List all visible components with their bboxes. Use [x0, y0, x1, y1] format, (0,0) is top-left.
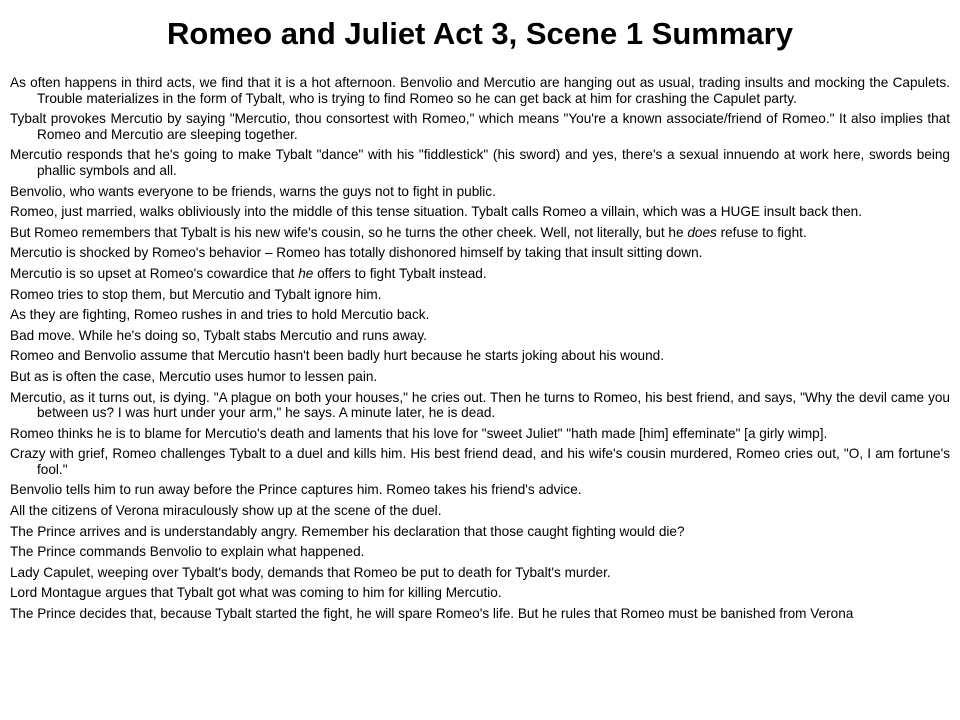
page-title: Romeo and Juliet Act 3, Scene 1 Summary	[167, 16, 793, 51]
summary-list	[10, 75, 950, 627]
list-item	[10, 225, 950, 241]
list-item	[10, 426, 950, 442]
list-item	[10, 245, 950, 261]
paragraph-text: Bad move. While he's doing so, Tybalt stabs Mercutio and runs away.	[10, 327, 427, 343]
list-item	[10, 75, 950, 106]
paragraph-emphasis: does	[687, 224, 717, 240]
paragraph-text: The Prince arrives and is understandably angry. Remember his declaration that those caught fighting would die?	[10, 523, 685, 539]
list-item	[10, 287, 950, 303]
paragraph-text-after: refuse to fight.	[716, 224, 807, 240]
paragraph-text: As they are fighting, Romeo rushes in and tries to hold Mercutio back.	[10, 307, 430, 323]
list-item	[10, 147, 950, 178]
list-item	[10, 390, 950, 421]
paragraph-text: Romeo thinks he is to blame for Mercutio's death and laments that his love for "sweet Juliet" "hath made [him] effeminate" [a girly wimp].	[10, 425, 828, 441]
paragraph-text: The Prince commands Benvolio to explain what happened.	[10, 544, 365, 560]
paragraph-text: Tybalt provokes Mercutio by saying "Mercutio, thou consortest with Romeo," which means "You're a known associate/friend of Romeo." It also implies that Romeo and Mercutio are sleeping together.	[10, 111, 950, 142]
paragraph-text: Romeo tries to stop them, but Mercutio and Tybalt ignore him.	[10, 286, 382, 302]
paragraph-text: As often happens in third acts, we find that it is a hot afternoon. Benvolio and Mercutio are hanging out as usual, trading insults and mocking the Capulets. Trouble materializes in the form of Tybalt, who is trying to find Romeo so he can get back at him for crashing the Capulet party.	[10, 75, 950, 106]
paragraph-text: All the citizens of Verona miraculously show up at the scene of the duel.	[10, 503, 442, 519]
paragraph-emphasis: he	[298, 265, 314, 281]
paragraph-text-before: But Romeo remembers that Tybalt is his new wife's cousin, so he turns the other cheek. Well, not literally, but he	[10, 224, 688, 240]
paragraph-text: Romeo and Benvolio assume that Mercutio hasn't been badly hurt because he starts joking about his wound.	[10, 348, 664, 364]
list-item	[10, 524, 950, 540]
list-item	[10, 606, 950, 622]
list-item	[10, 204, 950, 220]
list-item	[10, 503, 950, 519]
list-item	[10, 446, 950, 477]
list-item	[10, 482, 950, 498]
list-item	[10, 369, 950, 385]
list-item	[10, 266, 950, 282]
paragraph-text: Romeo, just married, walks obliviously into the middle of this tense situation. Tybalt calls Romeo a villain, which was a HUGE insult back then.	[10, 204, 863, 220]
paragraph-text: Crazy with grief, Romeo challenges Tybalt to a duel and kills him. His best friend dead, and his wife's cousin murdered, Romeo cries out, "O, I am fortune's fool."	[10, 446, 950, 477]
list-item	[10, 307, 950, 323]
list-item	[10, 328, 950, 344]
paragraph-text: Mercutio is shocked by Romeo's behavior – Romeo has totally dishonored himself by taking that insult sitting down.	[10, 245, 703, 261]
paragraph-text: Benvolio tells him to run away before the Prince captures him. Romeo takes his friend's advice.	[10, 482, 582, 498]
list-item	[10, 585, 950, 601]
paragraph-text-before: Mercutio is so upset at Romeo's cowardice that	[10, 265, 299, 281]
paragraph-text: Lady Capulet, weeping over Tybalt's body, demands that Romeo be put to death for Tybalt's murder.	[10, 564, 611, 580]
list-item	[10, 544, 950, 560]
paragraph-text: Mercutio responds that he's going to make Tybalt "dance" with his "fiddlestick" (his sword) and yes, there's a sexual innuendo at work here, swords being phallic symbols and all.	[10, 147, 950, 178]
list-item	[10, 348, 950, 364]
list-item	[10, 565, 950, 581]
paragraph-text: Lord Montague argues that Tybalt got what was coming to him for killing Mercutio.	[10, 585, 502, 601]
list-item	[10, 184, 950, 200]
list-item	[10, 111, 950, 142]
paragraph-text: Benvolio, who wants everyone to be friends, warns the guys not to fight in public.	[10, 183, 496, 199]
paragraph-text: But as is often the case, Mercutio uses humor to lessen pain.	[10, 368, 378, 384]
paragraph-text: Mercutio, as it turns out, is dying. "A plague on both your houses," he cries out. Then he turns to Romeo, his best friend, and says, "Why the devil came you between us? I was hurt under your arm," he says. A minute later, he is dead.	[10, 389, 950, 421]
paragraph-text: The Prince decides that, because Tybalt started the fight, he will spare Romeo's life. But he rules that Romeo must be banished from Verona	[10, 606, 854, 622]
paragraph-text-after: offers to fight Tybalt instead.	[313, 265, 487, 281]
